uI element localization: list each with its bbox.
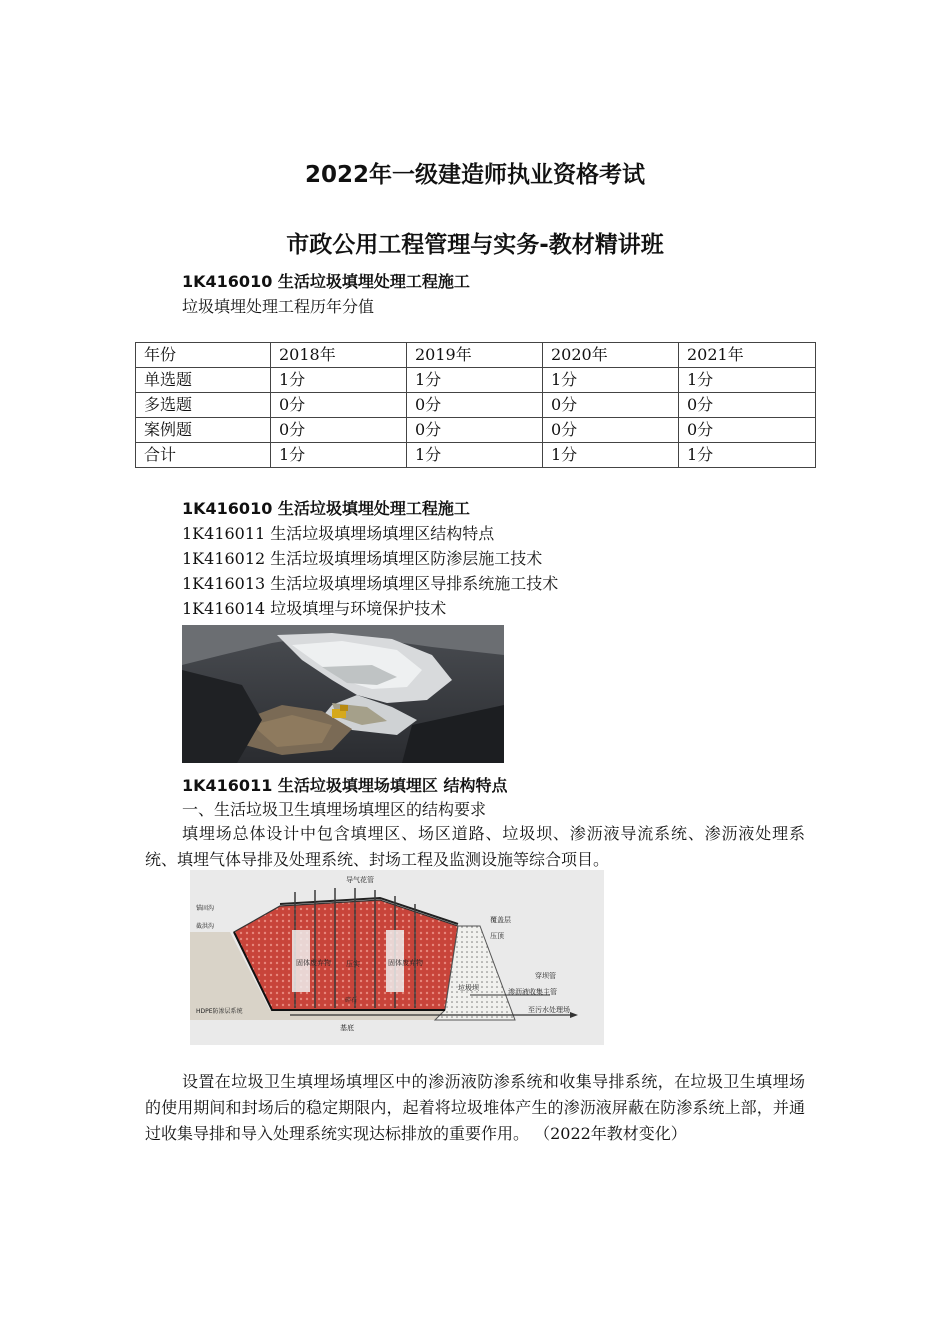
- table-cell: 0分: [679, 393, 816, 418]
- table-caption: 垃圾填埋处理工程历年分值: [182, 297, 375, 316]
- table-cell: 合计: [136, 443, 271, 468]
- doc-title: 2022年一级建造师执业资格考试: [304, 162, 645, 188]
- diagram-label: 导气花管: [346, 876, 374, 884]
- table-cell: 1分: [543, 443, 679, 468]
- table-cell: 0分: [679, 418, 816, 443]
- diagram-label: 覆盖层: [490, 916, 511, 924]
- table-row: [136, 443, 816, 468]
- table-cell: 1分: [407, 368, 543, 393]
- toc-item: 1K416012 生活垃圾填埋场填埋区防渗层施工技术: [182, 549, 543, 568]
- diagram-label: 至污水处理场: [528, 1006, 570, 1014]
- table-cell: 2020年: [543, 343, 679, 368]
- landfill-section-diagram: [190, 870, 604, 1045]
- table-cell: 单选题: [136, 368, 271, 393]
- diagram-label: HDPE防渗层系统: [196, 1008, 243, 1015]
- table-cell: 1分: [271, 443, 407, 468]
- table-cell: 0分: [543, 393, 679, 418]
- table-row: [136, 393, 816, 418]
- table-row: [136, 368, 816, 393]
- subsection-title: 一、生活垃圾卫生填埋场填埋区的结构要求: [182, 800, 487, 819]
- toc-item: 1K416014 垃圾填埋与环境保护技术: [182, 599, 447, 618]
- diagram-label: 压实: [346, 960, 360, 968]
- diagram-label: 截洪沟: [196, 923, 215, 930]
- paragraph: 填埋场总体设计中包含填埋区、场区道路、垃圾坝、渗沥液导流系统、渗沥液处理系统、填埋气体导排及处理系统、封场工程及监测设施等综合项目。: [145, 824, 805, 869]
- table-cell: 2018年: [271, 343, 407, 368]
- table-cell: 0分: [271, 418, 407, 443]
- diagram-label: 穿坝管: [535, 972, 556, 980]
- table-cell: 1分: [679, 368, 816, 393]
- diagram-label: 垃圾坝: [458, 984, 479, 992]
- diagram-label: 固体废弃物: [388, 959, 423, 967]
- table-cell: 0分: [407, 393, 543, 418]
- table-cell: 0分: [543, 418, 679, 443]
- diagram-label: 锚固沟: [196, 905, 215, 912]
- diagram-label: 基底: [340, 1024, 354, 1032]
- score-table: [135, 342, 816, 468]
- table-cell: 0分: [407, 418, 543, 443]
- table-cell: 1分: [679, 443, 816, 468]
- table-cell: 多选题: [136, 393, 271, 418]
- toc-heading: 1K416010 生活垃圾填埋处理工程施工: [182, 499, 470, 518]
- toc-item: 1K416013 生活垃圾填埋场填埋区导排系统施工技术: [182, 574, 559, 593]
- table-cell: 2021年: [679, 343, 816, 368]
- doc-subtitle: 市政公用工程管理与实务-教材精讲班: [286, 232, 664, 258]
- table-cell: 年份: [136, 343, 271, 368]
- section-heading-2: 1K416011 生活垃圾填埋场填埋区 结构特点: [182, 776, 508, 795]
- table-cell: 1分: [271, 368, 407, 393]
- table-cell: 案例题: [136, 418, 271, 443]
- landfill-photo: [182, 625, 504, 763]
- diagram-label: 压顶: [490, 932, 504, 940]
- diagram-label: 渗沥液收集主管: [508, 988, 557, 996]
- table-row: [136, 418, 816, 443]
- toc-item: 1K416011 生活垃圾填埋场填埋区结构特点: [182, 524, 495, 543]
- table-cell: 1分: [407, 443, 543, 468]
- table-cell: 2019年: [407, 343, 543, 368]
- diagram-label: 碎石: [345, 997, 358, 1004]
- paragraph: 设置在垃圾卫生填埋场填埋区中的渗沥液防渗系统和收集导排系统，在垃圾卫生填埋场的使用期间和封场后的稳定期限内，起着将垃圾堆体产生的渗沥液屏蔽在防渗系统上部，并通过收集导排和导入处理系统实现达标排放的重要作用。 （2022年教材变化）: [145, 1072, 805, 1143]
- table-header-row: [136, 343, 816, 368]
- diagram-label: 固体废弃物: [296, 959, 331, 967]
- table-cell: 0分: [271, 393, 407, 418]
- table-cell: 1分: [543, 368, 679, 393]
- section-heading: 1K416010 生活垃圾填埋处理工程施工: [182, 272, 470, 291]
